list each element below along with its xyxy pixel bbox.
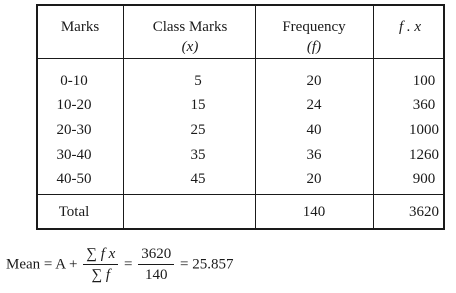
cell-frequency: 36 (306, 147, 322, 163)
cell-class-mark: 25 (190, 122, 206, 138)
mean-lhs: Mean = A + (6, 256, 78, 273)
total-divider (38, 194, 443, 195)
header-divider (38, 58, 443, 59)
equals-sign: = (124, 256, 133, 273)
mean-result: = 25.857 (180, 256, 234, 273)
value-denominator: 140 (145, 267, 168, 283)
cell-marks: 30-40 (56, 147, 92, 163)
cell-fx: 1260 (409, 147, 439, 163)
cell-marks: 40-50 (56, 171, 92, 187)
header-class-marks: Class Marks (152, 19, 228, 35)
sum-fraction (83, 244, 118, 285)
cell-fx: 360 (412, 97, 436, 113)
cell-class-mark: 45 (190, 171, 206, 187)
cell-marks: 0-10 (60, 73, 88, 89)
total-frequency: 140 (302, 204, 326, 220)
frequency-table (36, 4, 445, 230)
header-marks: Marks (60, 19, 100, 35)
header-frequency: Frequency (282, 19, 346, 35)
sum-f-denominator: ∑ f (91, 267, 111, 283)
cell-frequency: 40 (306, 122, 322, 138)
value-fraction (138, 244, 174, 285)
sum-fx-numerator: ∑ f x (83, 244, 118, 265)
header-class-marks-symbol: (x) (181, 39, 199, 55)
cell-marks: 20-30 (56, 122, 92, 138)
cell-marks: 10-20 (56, 97, 92, 113)
cell-fx: 900 (412, 171, 436, 187)
mean-formula (6, 244, 233, 285)
cell-frequency: 20 (306, 73, 322, 89)
header-frequency-symbol: (f) (306, 39, 322, 55)
total-label: Total (58, 204, 90, 220)
cell-frequency: 20 (306, 171, 322, 187)
cell-fx: 1000 (409, 122, 439, 138)
cell-class-mark: 5 (194, 73, 202, 89)
cell-fx: 100 (412, 73, 436, 89)
cell-class-mark: 35 (190, 147, 206, 163)
total-fx: 3620 (409, 204, 439, 220)
cell-frequency: 24 (306, 97, 322, 113)
value-numerator: 3620 (138, 244, 174, 265)
header-fx: f . x (398, 19, 422, 35)
cell-class-mark: 15 (190, 97, 206, 113)
